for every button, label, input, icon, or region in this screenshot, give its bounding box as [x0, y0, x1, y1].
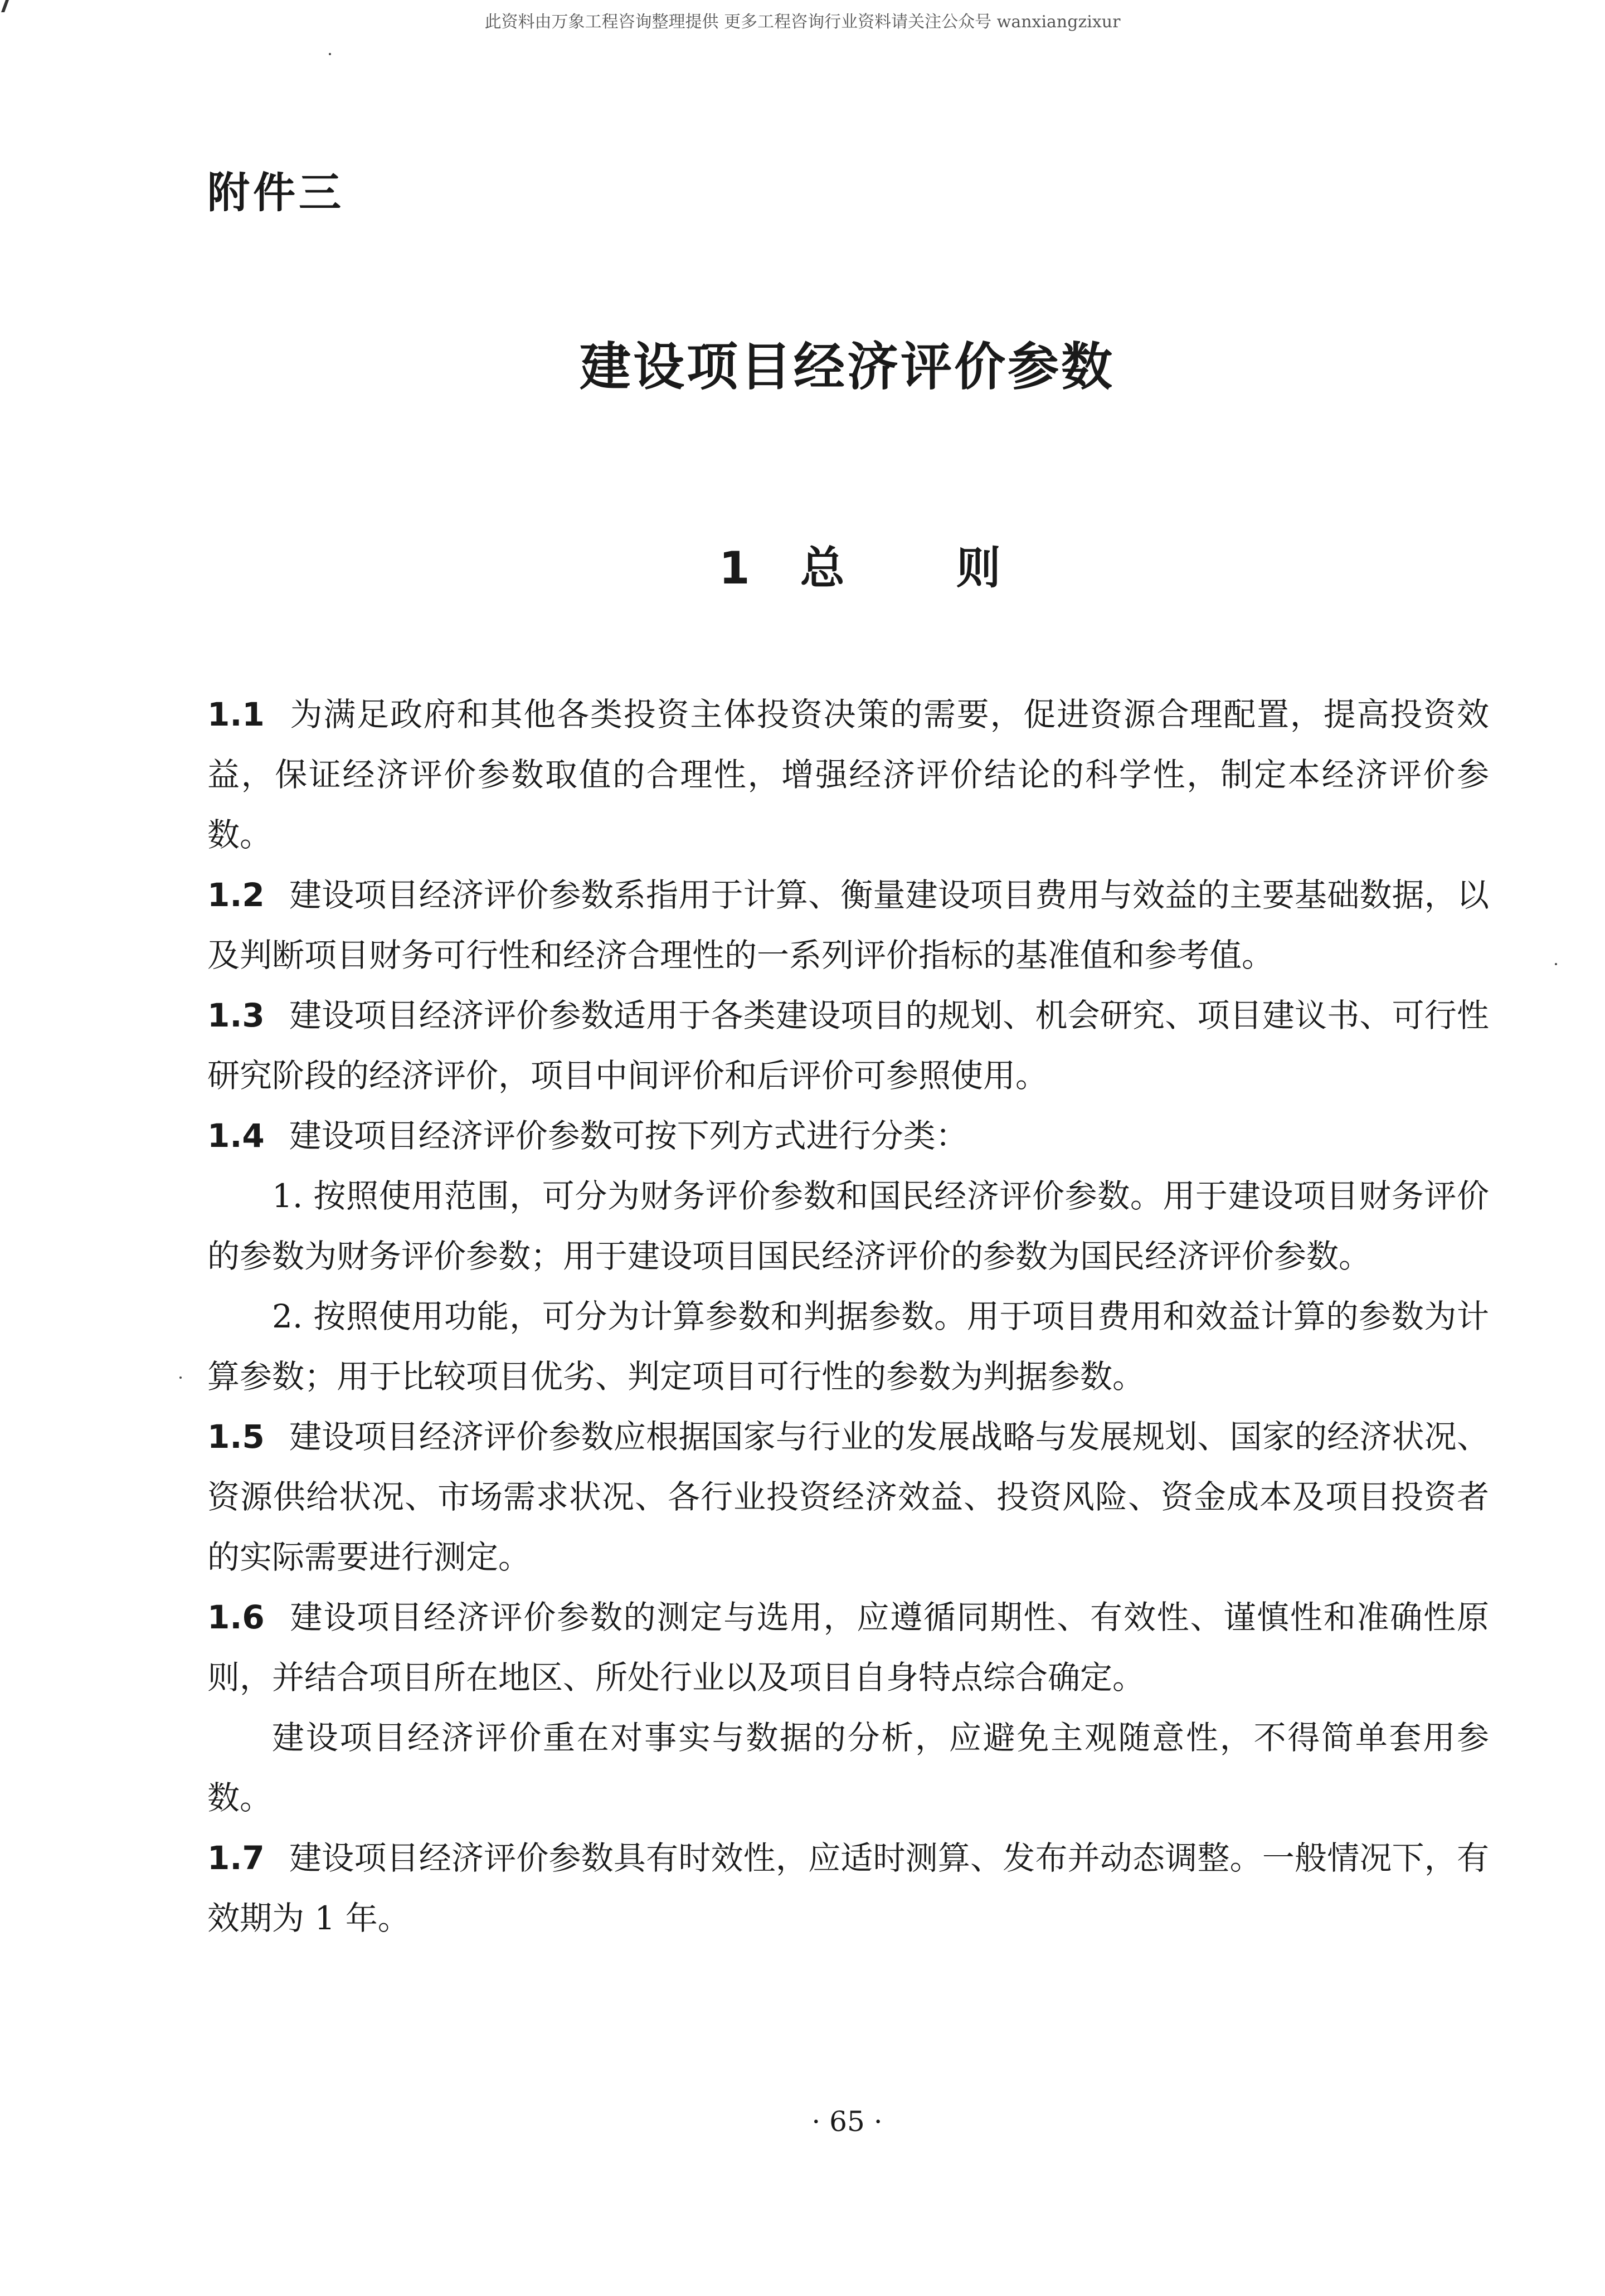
paragraph-1-6-continued: [207, 1708, 1489, 1828]
section-number: 1: [719, 542, 750, 594]
clause-number: 1.5: [207, 1418, 265, 1456]
document-body: [207, 684, 1489, 1948]
paragraph-text: 建设项目经济评价参数应根据国家与行业的发展战略与发展规划、国家的经济状况、资源供给状况、市场需求状况、各行业投资经济效益、投资风险、资金成本及项目投资者的实际需要进行测定。: [207, 1418, 1489, 1576]
paragraph-text: 建设项目经济评价重在对事实与数据的分析，应避免主观随意性，不得简单套用参数。: [207, 1719, 1489, 1817]
paragraph-1-4-item-1: [207, 1166, 1489, 1286]
page-number: · 65 ·: [811, 2105, 883, 2138]
paragraph-text: 建设项目经济评价参数的测定与选用，应遵循同期性、有效性、谨慎性和准确性原则，并结合项目所在地区、所处行业以及项目自身特点综合确定。: [207, 1598, 1489, 1696]
paragraph-text: 建设项目经济评价参数具有时效性，应适时测算、发布并动态调整。一般情况下，有效期为 1 年。: [207, 1839, 1489, 1937]
scan-speck: [1555, 963, 1557, 965]
paragraph-1-5: [207, 1407, 1489, 1587]
clause-number: 1.4: [207, 1117, 265, 1155]
attachment-label: 附件三: [207, 168, 344, 217]
paragraph-1-6: [207, 1587, 1489, 1708]
section-heading: [719, 532, 1001, 596]
document-title: 建设项目经济评价参数: [579, 337, 1115, 397]
section-title-char-2: 则: [956, 542, 1001, 594]
paragraph-1-1: [207, 684, 1489, 865]
paragraph-text: 1. 按照使用范围，可分为财务评价参数和国民经济评价参数。用于建设项目财务评价的参数为财务评价参数；用于建设项目国民经济评价的参数为国民经济评价参数。: [207, 1177, 1489, 1275]
paragraph-text: 2. 按照使用功能，可分为计算参数和判据参数。用于项目费用和效益计算的参数为计算参数；用于比较项目优劣、判定项目可行性的参数为判据参数。: [207, 1297, 1489, 1395]
clause-number: 1.6: [207, 1598, 265, 1636]
paragraph-1-4-item-2: [207, 1286, 1489, 1407]
paragraph-1-2: [207, 865, 1489, 985]
paragraph-1-3: [207, 985, 1489, 1106]
clause-number: 1.2: [207, 876, 265, 914]
paragraph-text: 建设项目经济评价参数可按下列方式进行分类：: [289, 1117, 968, 1155]
clause-number: 1.7: [207, 1839, 265, 1877]
scan-speck: [179, 1376, 182, 1379]
paragraph-text: 为满足政府和其他各类投资主体投资决策的需要，促进资源合理配置，提高投资效益，保证经济评价参数取值的合理性，增强经济评价结论的科学性，制定本经济评价参数。: [207, 695, 1489, 854]
section-title-char-1: 总: [800, 542, 845, 594]
paragraph-1-4: [207, 1106, 1489, 1166]
scan-speck: [329, 53, 331, 55]
paragraph-1-7: [207, 1828, 1489, 1948]
clause-number: 1.1: [207, 695, 265, 733]
header-note: 此资料由万象工程咨询整理提供 更多工程咨询行业资料请关注公众号 wanxiangzixur: [484, 12, 1121, 32]
paragraph-text: 建设项目经济评价参数适用于各类建设项目的规划、机会研究、项目建议书、可行性研究阶段的经济评价，项目中间评价和后评价可参照使用。: [207, 996, 1489, 1095]
clause-number: 1.3: [207, 996, 265, 1034]
paragraph-text: 建设项目经济评价参数系指用于计算、衡量建设项目费用与效益的主要基础数据，以及判断项目财务可行性和经济合理性的一系列评价指标的基准值和参考值。: [207, 876, 1489, 974]
